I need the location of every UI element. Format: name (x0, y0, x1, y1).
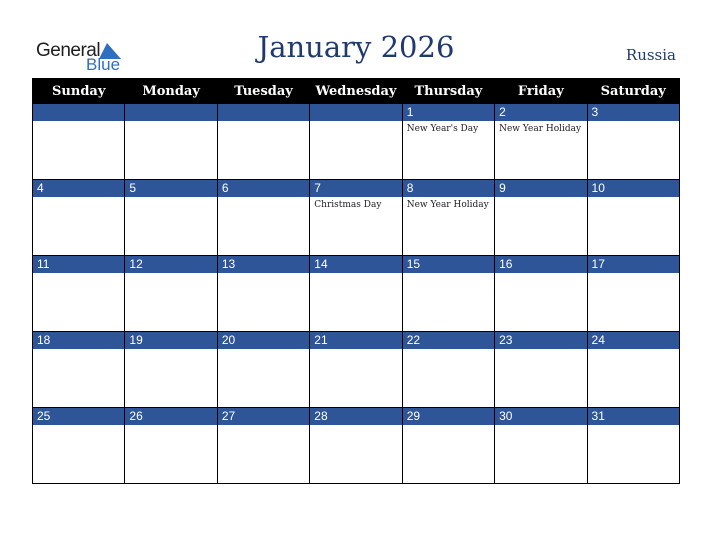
day-number: 19 (125, 332, 216, 349)
day-number: 29 (403, 408, 494, 425)
calendar-day-cell[interactable] (587, 104, 679, 180)
weekday-header: Tuesday (217, 79, 309, 104)
calendar-week-row (33, 180, 680, 256)
day-number: 17 (588, 256, 679, 273)
calendar-week-row (33, 104, 680, 180)
day-number: 26 (125, 408, 216, 425)
calendar-day-cell[interactable] (310, 408, 402, 484)
day-number: 24 (588, 332, 679, 349)
calendar-day-cell[interactable] (217, 332, 309, 408)
calendar-day-cell[interactable] (495, 180, 587, 256)
calendar-day-cell[interactable] (495, 408, 587, 484)
day-number: 7 (310, 180, 401, 197)
calendar-day-cell[interactable] (217, 180, 309, 256)
calendar-day-cell[interactable] (587, 408, 679, 484)
weekday-header: Saturday (587, 79, 679, 104)
weekday-header: Friday (495, 79, 587, 104)
calendar-day-cell[interactable] (125, 408, 217, 484)
calendar-week-row (33, 332, 680, 408)
holiday-label: Christmas Day (314, 200, 382, 210)
day-number: 6 (218, 180, 309, 197)
day-number (33, 104, 124, 121)
weekday-header: Monday (125, 79, 217, 104)
calendar-day-cell[interactable] (33, 256, 125, 332)
day-number: 10 (588, 180, 679, 197)
calendar-day-cell[interactable] (587, 256, 679, 332)
weekday-header-row (33, 79, 680, 104)
day-number: 1 (403, 104, 494, 121)
day-number: 5 (125, 180, 216, 197)
day-number: 25 (33, 408, 124, 425)
calendar-day-cell[interactable] (402, 408, 494, 484)
logo-blue-text: Blue (86, 55, 121, 74)
day-number: 23 (495, 332, 586, 349)
day-number: 27 (218, 408, 309, 425)
holiday-label: New Year Holiday (406, 200, 489, 210)
day-number: 11 (33, 256, 124, 273)
country-label: Russia (625, 46, 676, 64)
day-number (310, 104, 401, 121)
calendar-day-cell[interactable] (402, 180, 494, 256)
calendar-day-cell[interactable] (125, 256, 217, 332)
day-number: 12 (125, 256, 216, 273)
calendar-week-row (33, 408, 680, 484)
calendar-day-cell[interactable] (495, 332, 587, 408)
calendar-day-cell[interactable] (33, 332, 125, 408)
calendar-day-cell[interactable] (217, 104, 309, 180)
calendar-day-cell[interactable] (310, 180, 402, 256)
calendar-day-cell[interactable] (310, 104, 402, 180)
calendar-week-row (33, 256, 680, 332)
day-number: 13 (218, 256, 309, 273)
day-number (125, 104, 216, 121)
calendar-title: January 2026 (257, 30, 455, 64)
holiday-label: New Year's Day (406, 124, 479, 134)
calendar-day-cell[interactable] (217, 408, 309, 484)
day-number: 22 (403, 332, 494, 349)
calendar-day-cell[interactable] (33, 180, 125, 256)
day-number: 28 (310, 408, 401, 425)
day-number: 9 (495, 180, 586, 197)
holiday-label: New Year Holiday (499, 124, 582, 134)
day-number: 3 (588, 104, 679, 121)
day-number: 15 (403, 256, 494, 273)
calendar-day-cell[interactable] (495, 256, 587, 332)
calendar-day-cell[interactable] (125, 180, 217, 256)
calendar-day-cell[interactable] (402, 332, 494, 408)
calendar-day-cell[interactable] (125, 104, 217, 180)
calendar-day-cell[interactable] (310, 256, 402, 332)
day-number (218, 104, 309, 121)
weekday-header: Sunday (33, 79, 125, 104)
day-number: 20 (218, 332, 309, 349)
day-number: 21 (310, 332, 401, 349)
calendar-day-cell[interactable] (587, 332, 679, 408)
day-number: 16 (495, 256, 586, 273)
calendar-day-cell[interactable] (125, 332, 217, 408)
calendar-day-cell[interactable] (310, 332, 402, 408)
calendar-day-cell[interactable] (402, 104, 494, 180)
calendar-day-cell[interactable] (495, 104, 587, 180)
calendar-grid (32, 78, 680, 484)
calendar-day-cell[interactable] (587, 180, 679, 256)
day-number: 31 (588, 408, 679, 425)
weekday-header: Wednesday (310, 79, 402, 104)
day-number: 8 (403, 180, 494, 197)
day-number: 18 (33, 332, 124, 349)
logo-general-text: General (36, 40, 101, 61)
day-number: 30 (495, 408, 586, 425)
calendar-day-cell[interactable] (33, 104, 125, 180)
day-number: 4 (33, 180, 124, 197)
day-number: 2 (495, 104, 586, 121)
calendar-day-cell[interactable] (217, 256, 309, 332)
day-number: 14 (310, 256, 401, 273)
weekday-header: Thursday (402, 79, 494, 104)
calendar-day-cell[interactable] (33, 408, 125, 484)
calendar-day-cell[interactable] (402, 256, 494, 332)
